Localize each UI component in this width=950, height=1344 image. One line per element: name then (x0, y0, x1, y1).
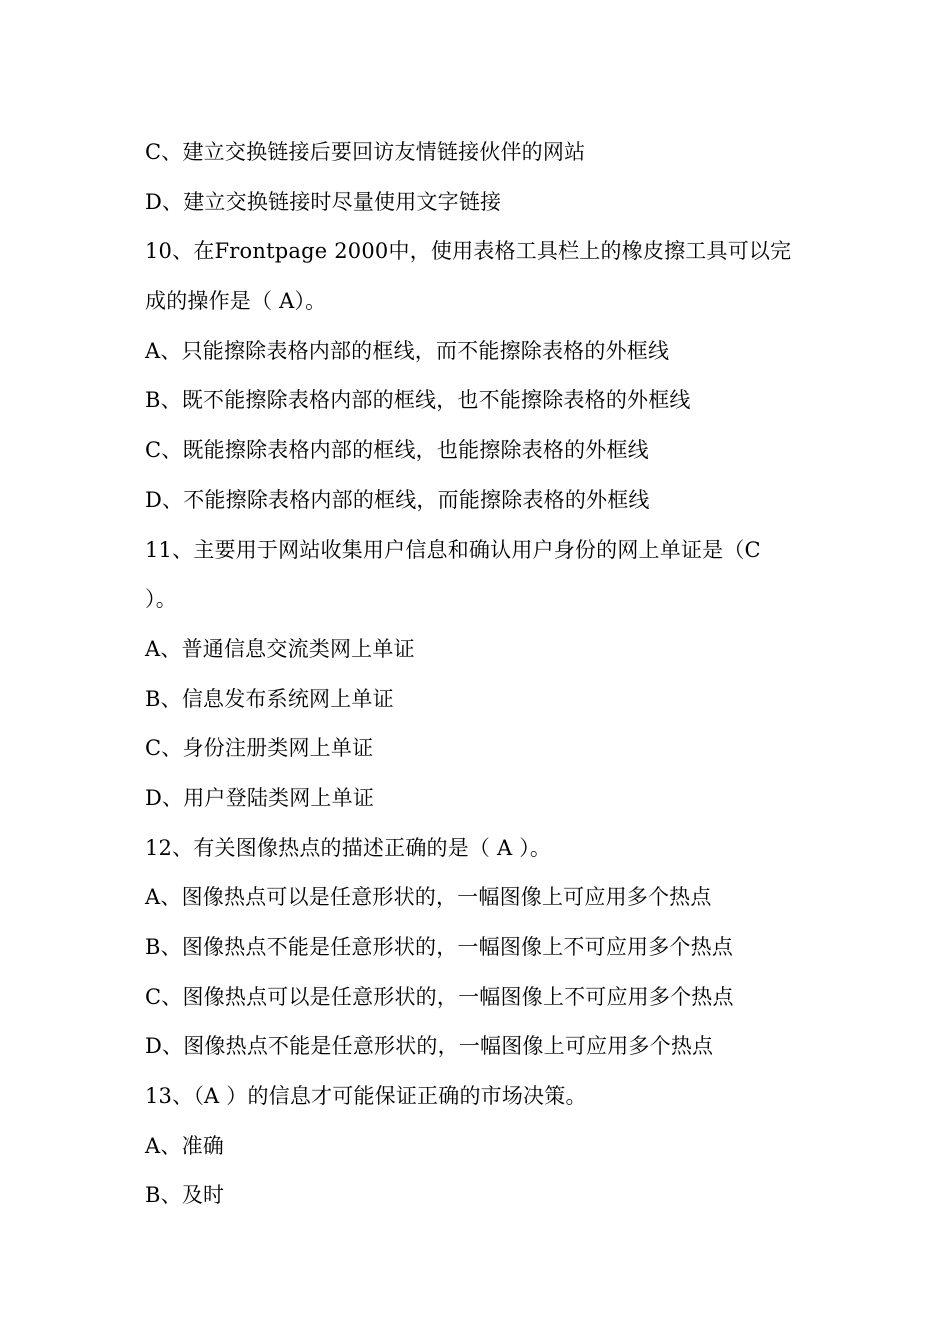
option-b-q11: B、信息发布系统网上单证 (145, 686, 394, 711)
option-d-q11: D、用户登陆类网上单证 (145, 785, 375, 810)
option-a-q13: A、准确 (145, 1133, 224, 1158)
option-d-q9: D、建立交换链接时尽量使用文字链接 (145, 189, 502, 214)
question-10-continued: 成的操作是（ A）。 (145, 289, 327, 314)
option-c-q10: C、既能擦除表格内部的框线，也能擦除表格的外框线 (145, 438, 649, 463)
option-b-q12: B、图像热点不能是任意形状的，一幅图像上不可应用多个热点 (145, 935, 734, 959)
document-body (145, 134, 810, 1227)
option-a-q10: A、只能擦除表格内部的框线，而不能擦除表格的外框线 (145, 338, 670, 363)
option-a-q12: A、图像热点可以是任意形状的，一幅图像上可应用多个热点 (145, 885, 712, 910)
question-11-continued: ）。 (145, 587, 177, 612)
question-13: 13、（A ）的信息才可能保证正确的市场决策。 (145, 1084, 587, 1109)
option-b-q13: B、及时 (145, 1183, 225, 1208)
question-12: 12、有关图像热点的描述正确的是（ A ）。 (145, 835, 552, 860)
option-c-q9: C、建立交换链接后要回访友情链接伙伴的网站 (145, 140, 586, 164)
option-a-q11: A、普通信息交流类网上单证 (145, 636, 415, 661)
option-c-q12: C、图像热点可以是任意形状的，一幅图像上不可应用多个热点 (145, 984, 734, 1009)
question-11: 11、主要用于网站收集用户信息和确认用户身份的网上单证是（C (145, 537, 761, 562)
option-c-q11: C、身份注册类网上单证 (145, 736, 374, 761)
option-b-q10: B、既不能擦除表格内部的框线，也不能擦除表格的外框线 (145, 388, 691, 413)
option-d-q12: D、图像热点不能是任意形状的，一幅图像上可应用多个热点 (145, 1034, 714, 1059)
option-d-q10: D、不能擦除表格内部的框线，而能擦除表格的外框线 (145, 487, 650, 512)
question-10: 10、在Frontpage 2000中，使用表格工具栏上的橡皮擦工具可以完 (145, 239, 792, 264)
